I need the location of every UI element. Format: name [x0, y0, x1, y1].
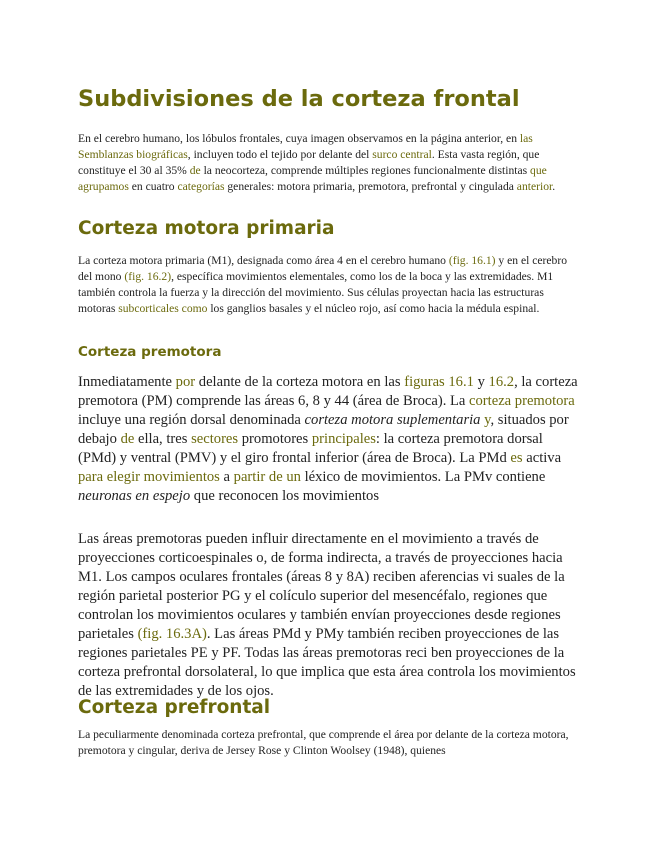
text-run: La corteza motora primaria (M1), designada como área 4 en el cerebro humano: [78, 254, 449, 267]
italic-term: neuronas en espejo: [78, 488, 191, 504]
link-sectores[interactable]: sectores: [191, 431, 239, 447]
text-run: , incluyen todo el tejido por delante del: [187, 148, 373, 161]
text-run: . Esta vasta región, que constituye el 30 al 35%: [78, 148, 540, 177]
text-run: Las áreas premotoras pueden influir directamente en el movimiento a través de proyecciones corticoespinales o, de forma indirecta, a través de proyecciones hacia M1. Los campos oculares frontales (áreas 8 y 8A) reciben aferencias vi suales de la región parietal posterior PG y el colículo superior del mesencéfalo: [78, 531, 565, 604]
link-es[interactable]: es: [510, 450, 523, 466]
text-run: , regiones que controlan los movimientos oculares y también envían proyecciones desde regiones parietales: [78, 588, 561, 642]
text-run: .: [552, 180, 556, 193]
link-que-agrupamos[interactable]: que agrupamos: [78, 164, 547, 193]
text-run: generales: motora primaria, premotora, prefrontal y cingulada: [224, 180, 517, 193]
link-para-elegir[interactable]: para elegir: [78, 469, 140, 485]
text-run: a: [219, 469, 234, 485]
link-fig-16-2[interactable]: (fig. 16.2): [124, 270, 172, 283]
text-run: . Las áreas PMd y PMy también reciben proyecciones de las regiones parietales PE y PF.: [78, 626, 560, 661]
link-figuras-16-1[interactable]: figuras 16.1: [404, 374, 474, 390]
link-fig-16-3a[interactable]: (fig. 16.3A): [137, 626, 207, 642]
text-run: ella, tres: [134, 431, 192, 447]
text-run: , la corteza premotora (PM) comprende las áreas 6, 8 y 44 (área de Broca). La: [78, 374, 578, 409]
text-run: activa: [522, 450, 562, 466]
text-run: : la corteza premotora dorsal (PMd) y ventral (PMV) y el giro frontal inferior (área de Broca). La PMd: [78, 431, 543, 466]
link-por[interactable]: por: [175, 374, 196, 390]
premotor-paragraph-1: [78, 373, 578, 506]
text-run: , situados por debajo: [78, 412, 569, 447]
heading-motora-primaria: Corteza motora primaria: [78, 218, 335, 239]
text-run: delante de la corteza motora en las: [195, 374, 405, 390]
premotor-paragraph-2: [78, 530, 578, 701]
text-run: , específica movimientos elementales, como los de la boca y las extremidades. M1 también controla la fuerza y la dirección del movimiento: [78, 270, 554, 299]
text-run: y: [473, 374, 489, 390]
link-fig-16-1[interactable]: (fig. 16.1): [448, 254, 496, 267]
text-run: incluye una región dorsal denominada: [78, 412, 305, 428]
text-run: Todas las áreas premotoras reci ben proyecciones de la corteza prefrontal dorsolateral, lo que implica que esta área controla los movimientos de las extremidades y de los ojos.: [78, 645, 576, 699]
text-run: que reconocen los movimientos: [190, 488, 380, 504]
text-run: y en el cerebro del mono: [78, 254, 567, 283]
motor-paragraph: [78, 253, 578, 317]
text-run: los ganglios basales y el núcleo rojo, así como hacia la médula espinal.: [207, 302, 540, 315]
link-16-2[interactable]: 16.2: [488, 374, 515, 390]
italic-term: corteza motora suplementaria: [304, 412, 481, 428]
text-run: léxico de movimientos. La PMv contiene: [300, 469, 546, 485]
prefrontal-paragraph: [78, 727, 578, 759]
text-run: En el cerebro humano, los lóbulos frontales, cuya imagen observamos en la página anterior, en: [78, 132, 520, 145]
link-principales[interactable]: principales: [311, 431, 376, 447]
link-partir-de-un[interactable]: partir de un: [233, 469, 301, 485]
link-de[interactable]: de: [189, 164, 201, 177]
link-surco-central[interactable]: surco central: [372, 148, 432, 161]
text-run: Inmediatamente: [78, 374, 176, 390]
link-categorias[interactable]: categorías: [177, 180, 225, 193]
link-movimientos[interactable]: movimientos: [143, 469, 220, 485]
link-y[interactable]: y: [480, 412, 491, 428]
link-subcorticales[interactable]: subcorticales como: [118, 302, 208, 315]
text-run: La peculiarmente denominada corteza prefrontal, que comprende el área por delante de la corteza motora, premotora y cingular, deriva de Jersey Rose y Clinton Woolsey (1948), quienes: [78, 728, 569, 757]
text-run: en cuatro: [128, 180, 178, 193]
text-run: promotores: [238, 431, 312, 447]
link-de[interactable]: de: [120, 431, 135, 447]
page-title: Subdivisiones de la corteza frontal: [78, 86, 520, 112]
intro-paragraph: [78, 131, 578, 195]
text-run: la neocorteza, comprende múltiples regiones funcionalmente distintas: [200, 164, 531, 177]
text-run: . Sus células proyectan hacia las estructuras motoras: [78, 286, 544, 315]
link-anterior[interactable]: anterior: [516, 180, 553, 193]
heading-prefrontal: Corteza prefrontal: [78, 697, 271, 718]
link-semblanzas[interactable]: las Semblanzas biográficas: [78, 132, 533, 161]
link-corteza-premotora[interactable]: corteza premotora: [469, 393, 575, 409]
heading-premotora: Corteza premotora: [78, 344, 222, 360]
